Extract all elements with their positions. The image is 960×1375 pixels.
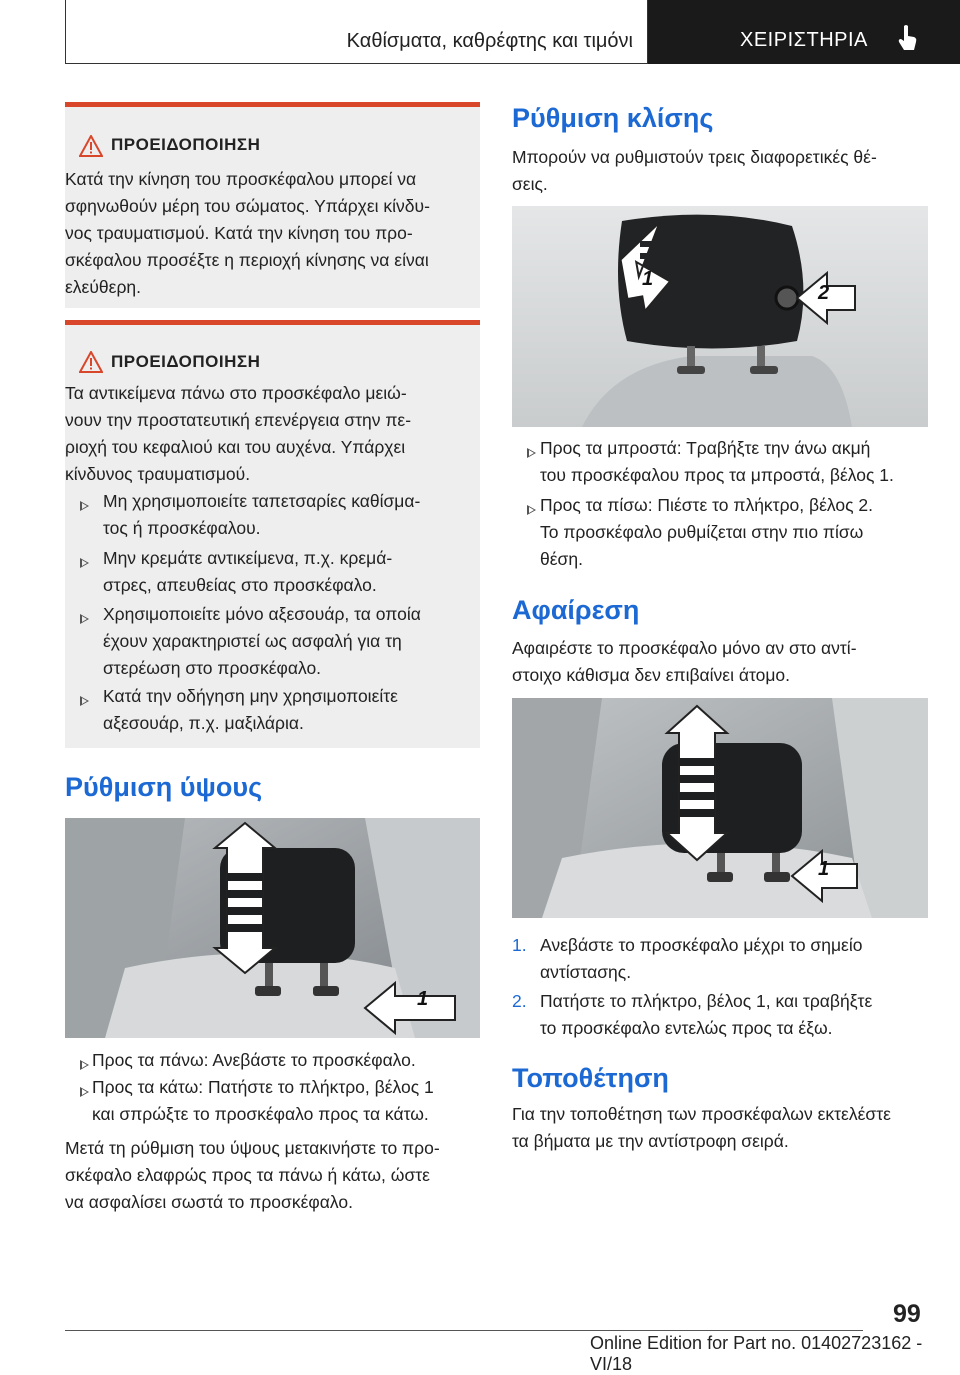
list-item: Προς τα μπροστά: Τραβήξτε την άνω ακμή του προσκέφαλου προς τα μπροστά, βέλος 1.	[540, 438, 894, 485]
warning-text: Τα αντικείμενα πάνω στο προσκέφαλο μειώ- νουν την προστατευτική επενέργεια στην πε- ριοχή του κεφαλιού και του αυχένα. Υπάρχει κίνδυνος τραυματισμού.	[65, 383, 412, 484]
list-item: Πατήστε το πλήκτρο, βέλος 1, και τραβήξτε το προσκέφαλο εντελώς προς τα έξω.	[540, 991, 873, 1038]
list-item: Προς τα πίσω: Πιέστε το πλήκτρο, βέλος 2. Το προσκέφαλο ρυθμίζεται στην πιο πίσω θέση.	[540, 495, 873, 569]
figure-label: 1	[417, 988, 429, 1010]
step-number: 2.	[512, 991, 527, 1011]
tilt-intro: Μπορούν να ρυθμιστούν τρεις διαφορετικές θέ- σεις.	[512, 147, 877, 194]
section-heading-height: Ρύθμιση ύψους	[65, 772, 263, 802]
page-number: 99	[893, 1300, 921, 1328]
bullet-triangle-icon	[80, 1087, 89, 1097]
warning-title: ΠΡΟΕΙΔΟΠΟΙΗΣΗ	[111, 352, 261, 371]
figure-label: 1	[642, 268, 654, 290]
header-chapter-box	[648, 0, 960, 64]
list-item: Κατά την οδήγηση μην χρησιμοποιείτε αξεσουάρ, π.χ. μαξιλάρια.	[103, 686, 398, 733]
section-heading-removal: Αφαίρεση	[512, 595, 640, 625]
bullet-triangle-icon	[80, 696, 89, 706]
section-heading-tilt: Ρύθμιση κλίσης	[512, 103, 714, 133]
bullet-triangle-icon	[80, 614, 89, 624]
warning-triangle-icon	[79, 135, 103, 157]
footer-divider	[65, 1330, 863, 1331]
warning-triangle-icon	[79, 351, 103, 373]
height-note: Μετά τη ρύθμιση του ύψους μετακινήστε το προ- σκέφαλο ελαφρώς προς τα πάνω ή κάτω, ώστε να ασφαλίσει σωστά το προσκέφαλο.	[65, 1138, 440, 1212]
figure-label: 2	[818, 282, 830, 304]
bullet-triangle-icon	[527, 448, 536, 458]
warning-title: ΠΡΟΕΙΔΟΠΟΙΗΣΗ	[111, 135, 261, 154]
chapter-title: ΧΕΙΡΙΣΤΗΡΙΑ	[740, 29, 868, 51]
headrest-removal-figure	[512, 698, 928, 918]
removal-intro: Αφαιρέστε το προσκέφαλο μόνο αν στο αντί- στοιχο κάθισμα δεν επιβαίνει άτομο.	[512, 638, 857, 685]
edition-note: Online Edition for Part no. 01402723162 - VI/18	[590, 1333, 923, 1374]
warning-box-1	[65, 102, 480, 308]
list-item: Χρησιμοποιείτε μόνο αξεσουάρ, τα οποία έχουν χαρακτηριστεί ως ασφαλή για τη στερέωση στο προσκέφαλο.	[103, 604, 421, 678]
bullet-triangle-icon	[80, 1060, 89, 1070]
hand-pointer-icon	[896, 24, 918, 52]
list-item: Μην κρεμάτε αντικείμενα, π.χ. κρεμά- στρες, απευθείας στο προσκέφαλο.	[103, 548, 393, 595]
figure-label: 1	[818, 858, 830, 880]
section-heading-install: Τοποθέτηση	[512, 1063, 669, 1093]
bullet-triangle-icon	[80, 501, 89, 511]
list-item: Προς τα πάνω: Ανεβάστε το προσκέφαλο.	[92, 1050, 416, 1070]
list-item: Προς τα κάτω: Πατήστε το πλήκτρο, βέλος 1 και σπρώξτε το προσκέφαλο προς τα κάτω.	[92, 1077, 434, 1124]
header-section-box	[65, 0, 648, 64]
headrest-height-figure	[65, 818, 480, 1038]
warning-box-2	[65, 320, 480, 748]
section-title: Καθίσματα, καθρέφτης και τιμόνι	[346, 30, 633, 52]
bullet-triangle-icon	[527, 505, 536, 515]
list-item: Μη χρησιμοποιείτε ταπετσαρίες καθίσμα- τος ή προσκέφαλου.	[103, 491, 421, 538]
bullet-triangle-icon	[80, 558, 89, 568]
headrest-tilt-figure	[512, 206, 928, 427]
install-text: Για την τοποθέτηση των προσκέφαλων εκτελέστε τα βήματα με την αντίστροφη σειρά.	[512, 1104, 891, 1151]
step-number: 1.	[512, 935, 527, 955]
warning-text: Κατά την κίνηση του προσκέφαλου μπορεί να σφηνωθούν μέρη του σώματος. Υπάρχει κίνδυ- νος τραυματισμού. Κατά την κίνηση του προ- σκέφαλου προσέξτε η περιοχή κίνησης να είναι ελεύθερη.	[65, 169, 430, 297]
list-item: Ανεβάστε το προσκέφαλο μέχρι το σημείο αντίστασης.	[540, 935, 863, 982]
